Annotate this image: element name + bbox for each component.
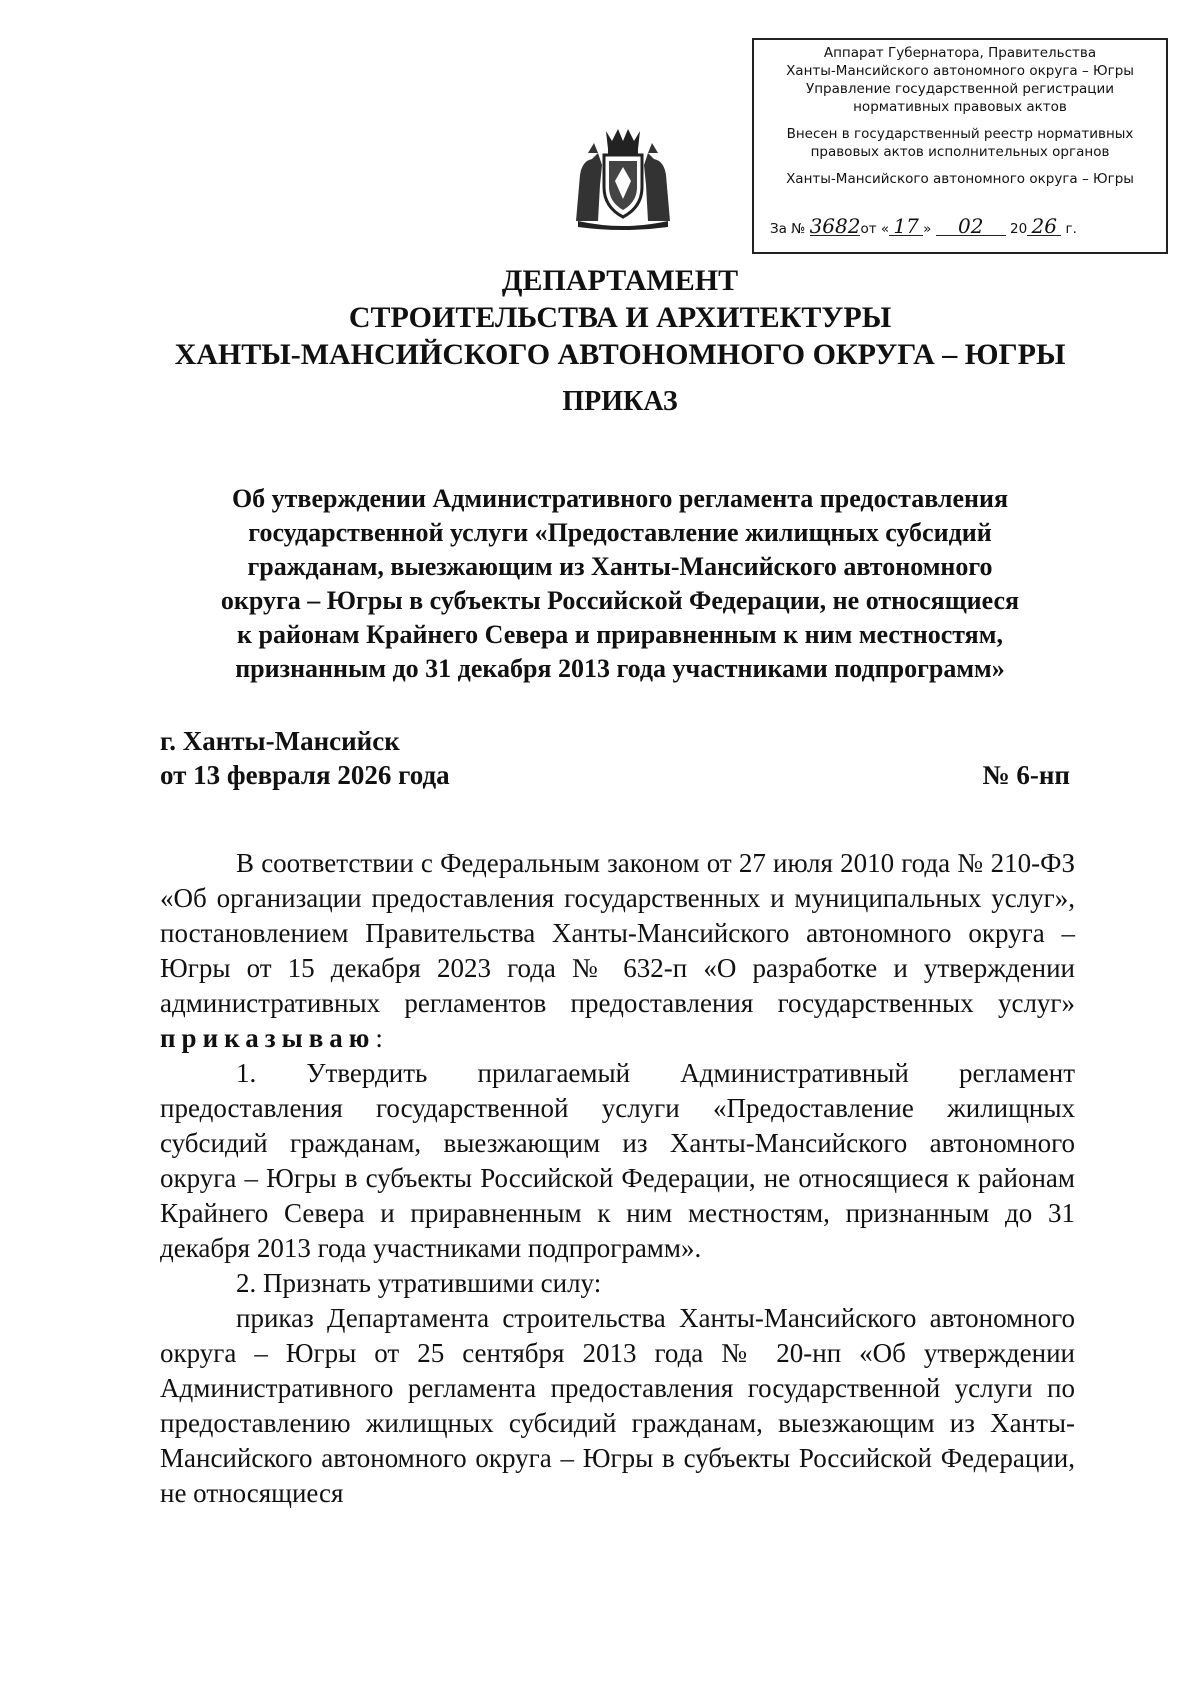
order-title: ПРИКАЗ: [562, 386, 678, 417]
stamp-reg-g: г.: [1065, 221, 1077, 237]
stamp-reg-year: 26: [1027, 217, 1061, 236]
stamp-reg-ot: от «: [860, 221, 890, 237]
stamp-reg-close: »: [923, 221, 932, 237]
date: от 13 февраля 2026 года: [160, 760, 450, 790]
stamp-reg-prefix: За №: [770, 221, 806, 237]
order-body: [160, 846, 1075, 1511]
stamp-line: Ханты-Мансийского автономного округа – Югры: [786, 63, 1134, 79]
subject-line: округа – Югры в субъекты Российской Федерации, не относящиеся: [220, 586, 1020, 615]
stamp-line: нормативных правовых актов: [853, 99, 1067, 115]
command-word: приказываю: [160, 1023, 376, 1053]
subject-line: государственной услуги «Предоставление жилищных субсидий: [248, 518, 992, 547]
stamp-reg-month: 02: [936, 217, 1006, 236]
paragraph-text: В соответствии с Федеральным законом от 27 июля 2010 года № 210-ФЗ «Об организации предоставления государственных и муниципальных услуг», постановлением Правительства Ханты-Мансийского автономного округа – Югры от 15 декабря 2023 года № 632-п «О разработке и утверждении административных регламентов предоставления государственных услуг»: [160, 848, 1075, 1018]
stamp-registration-row: [770, 214, 1077, 238]
stamp-reg-year-prefix: 20: [1010, 221, 1028, 237]
dept-line: СТРОИТЕЛЬСТВА И АРХИТЕКТУРЫ: [348, 301, 892, 334]
coat-of-arms-icon: [568, 125, 678, 230]
stamp-line: Ханты-Мансийского автономного округа – Югры: [786, 171, 1134, 187]
subject-line: Об утверждении Административного регламента предоставления: [231, 484, 1009, 513]
body-paragraph: приказ Департамента строительства Ханты-Мансийского автономного округа – Югры от 25 сентября 2013 года № 20-нп «Об утверждении Административного регламента предоставления государственной услуги по предоставлению жилищных субсидий гражданам, выезжающим из Ханты-Мансийского автономного округа – Югры в субъекты Российской Федерации, не относящиеся: [160, 1303, 1075, 1508]
stamp-reg-day: 17: [889, 217, 923, 236]
body-paragraph: [160, 846, 1075, 1056]
order-number: № 6-нп: [982, 760, 1070, 790]
registration-stamp: [752, 38, 1168, 254]
stamp-reg-number: 3682: [809, 214, 861, 238]
stamp-line: Аппарат Губернатора, Правительства: [823, 45, 1097, 61]
place-date-block: [160, 724, 450, 792]
command-colon: :: [375, 1023, 383, 1053]
subject-line: к районам Крайнего Севера и приравненным к ним местностям,: [237, 620, 1003, 649]
stamp-line: Управление государственной регистрации: [805, 81, 1115, 97]
subject-line: признанным до 31 декабря 2013 года участниками подпрограмм»: [235, 654, 1005, 683]
dept-line: ХАНТЫ-МАНСИЙСКОГО АВТОНОМНОГО ОКРУГА – ЮГРЫ: [174, 338, 1066, 371]
stamp-line: правовых актов исполнительных органов: [810, 144, 1110, 160]
body-paragraph: 2. Признать утратившими силу:: [236, 1268, 602, 1298]
dept-line: ДЕПАРТАМЕНТ: [501, 264, 739, 297]
body-paragraph: 1. Утвердить прилагаемый Административный регламент предоставления государственной услуги «Предоставление жилищных субсидий гражданам, выезжающим из Ханты-Мансийского автономного округа – Югры в субъекты Российской Федерации, не относящиеся к районам Крайнего Севера и приравненным к ним местностям, признанным до 31 декабря 2013 года участниками подпрограмм».: [160, 1058, 1075, 1263]
subject-line: гражданам, выезжающим из Ханты-Мансийского автономного: [247, 552, 993, 581]
stamp-line: Внесен в государственный реестр нормативных: [786, 126, 1134, 142]
department-heading: [0, 262, 1200, 373]
place: г. Ханты-Мансийск: [160, 726, 400, 756]
order-subject: [150, 482, 1090, 686]
